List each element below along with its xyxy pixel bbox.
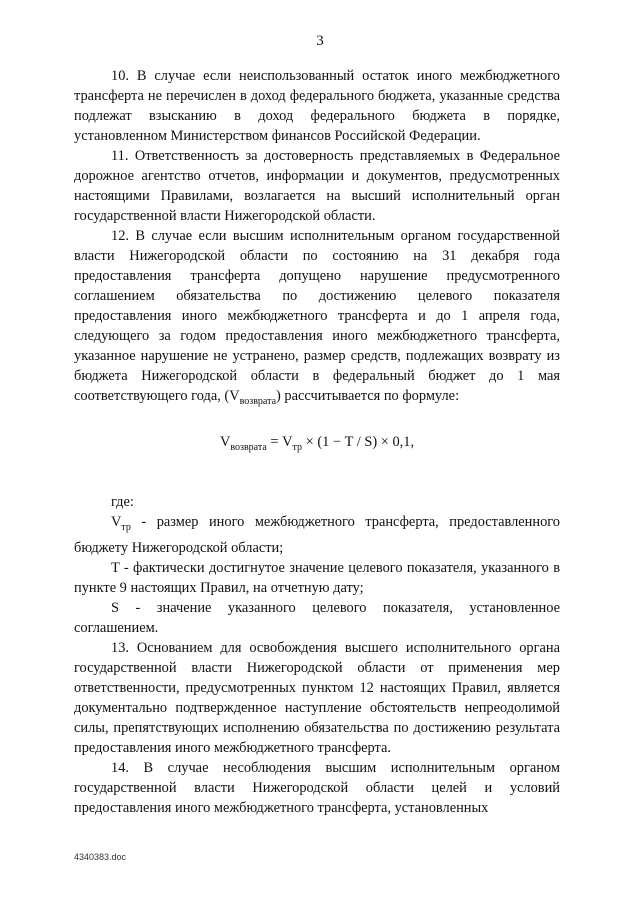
formula: [74, 432, 560, 458]
definition-v-text: - размер иного межбюджетного трансферта, предоставленного бюджету Нижегородской области;: [74, 513, 560, 556]
definition-v: [74, 512, 560, 558]
definition-s: S - значение указанного целевого показателя, установленное соглашением.: [74, 599, 560, 636]
formula-lhs-subscript: возврата: [230, 441, 267, 453]
page-number: 3: [316, 33, 324, 49]
paragraph-12-subscript: возврата: [239, 395, 277, 407]
definition-v-subscript: тр: [121, 521, 131, 533]
formula-tr-subscript: тр: [292, 441, 303, 453]
paragraph-12-end: ) рассчитывается по формуле:: [276, 388, 460, 404]
formula-lhs: V: [219, 433, 231, 450]
paragraph-12-start: 12. В случае если высшим исполнительным органом государственной власти Нижегородской области по состоянию на 31 декабря года предоставления трансферта допущено нарушение предусмотренного соглашением обязательства по достижению целевого показателя предоставления иного межбюджетного трансферта и до 1 апреля года, следующего за годом предоставления иного межбюджетного трансферта, указанное нарушение не устранено, размер средств, подлежащих возврату из бюджета Нижегородской области в федеральный бюджет до 1 мая соответствующего года, (V: [74, 228, 560, 404]
paragraph-13: 13. Основанием для освобождения высшего исполнительного органа государственной власти Нижегородской области от применения мер ответственности, предусмотренных пунктом 12 настоящих Правил, является документально подтвержденное наступление обстоятельств непреодолимой силы, препятствующих исполнению обязательства по достижению результата предоставления иного межбюджетного трансферта.: [74, 639, 560, 756]
document-body: [74, 66, 560, 818]
footer-filename: 4340383.doc: [74, 852, 127, 862]
definition-t: T - фактически достигнутое значение целевого показателя, указанного в пункте 9 настоящих Правил, на отчетную дату;: [74, 559, 560, 596]
formula-rhs: × (1 − T / S) × 0,1,: [302, 433, 415, 450]
paragraph-12: [74, 226, 560, 412]
where-label: где:: [111, 493, 134, 510]
paragraph-14: 14. В случае несоблюдения высшим исполнительным органом государственной власти Нижегородской области целей и условий предоставления иного межбюджетного трансферта, установленных: [74, 759, 560, 816]
definition-v-symbol: V: [111, 513, 122, 530]
paragraph-11: 11. Ответственность за достоверность представляемых в Федеральное дорожное агентство отчетов, информации и документов, предусмотренных настоящими Правилами, возлагается на высший исполнительный орган государственной власти Нижегородской области.: [74, 148, 560, 224]
paragraph-10: 10. В случае если неиспользованный остаток иного межбюджетного трансферта не перечислен в доход федерального бюджета, указанные средства подлежат взысканию в доход федерального бюджета в порядке, установленном Министерством финансов Российской Федерации.: [74, 68, 560, 144]
formula-equals: = V: [266, 433, 293, 450]
